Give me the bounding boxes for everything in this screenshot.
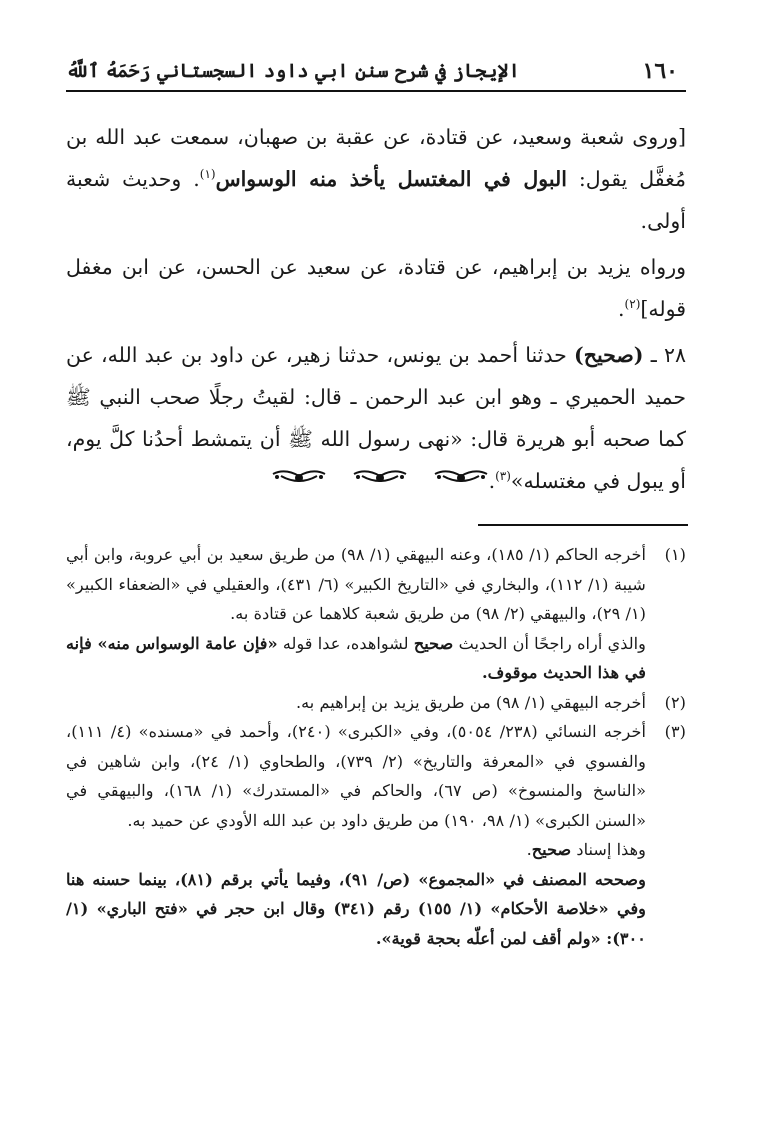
footnote-separator	[478, 524, 688, 526]
footnote-2: (٢) أخرجه البيهقي (١/ ٩٨) من طريق يزيد بن إبراهيم به.	[66, 688, 686, 718]
footnote-mark: (١)	[664, 545, 686, 564]
paragraph-2: ورواه يزيد بن إبراهيم، عن قتادة، عن سعيد عن الحسن، عن ابن مغفل قوله]$^{(٢)}$.	[66, 255, 686, 321]
footnote-ref-2: (٢)	[624, 297, 641, 312]
main-text	[66, 116, 686, 506]
footnote-mark: (٣)	[664, 722, 686, 741]
section-ornament	[0, 466, 760, 496]
ornament-icon	[352, 466, 408, 488]
running-title: الإيجاز في شرح سنن ابي داود السجستاني رَحَمَهُ ٱللَّهُ	[66, 60, 520, 82]
paragraph-1: [وروى شعبة وسعيد، عن قتادة، عن عقبة بن صهبان، سمعت عبد الله بن مُغفَّل يقول: البول في المغتسل يأخذ منه الوسواس$^{(١)}$. وحديث شعبة أولى.	[66, 125, 686, 233]
hadith-grade: (صحيح)	[574, 343, 644, 367]
ornament-icon	[271, 466, 327, 488]
footnote-mark: (٢)	[664, 692, 686, 712]
footnote-3: (٣) أخرجه النسائي (٢٣٨/ ٥٠٥٤)، وفي «الكبرى» (٢٤٠)، وأحمد في «مسنده» (٤/ ١١١)، والفسوي في «المعرفة والتاريخ» (٢/ ٧٣٩)، والطحاوي (١/ ٢٤)، وابن شاهين في «الناسخ والمنسوخ» (ص ٦٧)، والحاكم في «المستدرك» (١/ ١٦٨)، والبيهقي في «السنن الكبرى» (١/ ٩٨، ١٩٠) من طريق داود بن عبد الله الأودي عن حميد به. وهذا إسناد صحيح. وصححه المصنف في «المجموع» (ص/ ٩١)، وفيما يأتي برقم (٨١)، بينما حسنه هنا وفي «خلاصة الأحكام» (١/ ١٥٥) رقم (٣٤١) وقال ابن حجر في «فتح الباري» (١/ ٣٠٠): «ولم أقف لمن أعلّه بحجة قوية».	[66, 717, 686, 953]
page-header	[66, 50, 686, 92]
header-rule	[66, 90, 686, 92]
footnote-ref-1: (١)	[199, 167, 216, 182]
footnote-1: (١) أخرجه الحاكم (١/ ١٨٥)، وعنه البيهقي (١/ ٩٨) من طريق سعيد بن أبي عروبة، وابن أبي شيبة (١/ ١١٢)، والبخاري في «التاريخ الكبير» (٦/ ٤٣١)، والعقيلي في «الضعفاء الكبير» (١/ ٢٩)، والبيهقي (٢/ ٩٨) من طريق شعبة كلاهما عن قتادة به. والذي أراه راجحًا أن الحديث صحيح لشواهده، عدا قوله «فإن عامة الوسواس منه» فإنه في هذا الحديث موقوف.	[66, 540, 686, 688]
ornament-icon	[433, 466, 489, 488]
footnote-ref-3: (٣)	[495, 469, 511, 484]
hadith-number: ٢٨ ـ	[643, 343, 686, 367]
page-number: ١٦٠	[642, 58, 678, 84]
footnotes	[66, 540, 686, 953]
paragraph-3: ٢٨ ـ (صحيح) حدثنا أحمد بن يونس، حدثنا زهير، عن داود بن عبد الله، عن حميد الحميري ـ وهو ابن عبد الرحمن ـ قال: لقيتُ رجلًا صحب النبي ﷺ كما صحبه أبو هريرة قال: «نهى رسول الله ﷺ أن يتمشط أحدُنا كلَّ يوم، أو يبول في مغتسله»$^{(٣)}$.	[66, 343, 686, 493]
hadith-quote: البول في المغتسل يأخذ منه الوسواس	[215, 167, 567, 191]
